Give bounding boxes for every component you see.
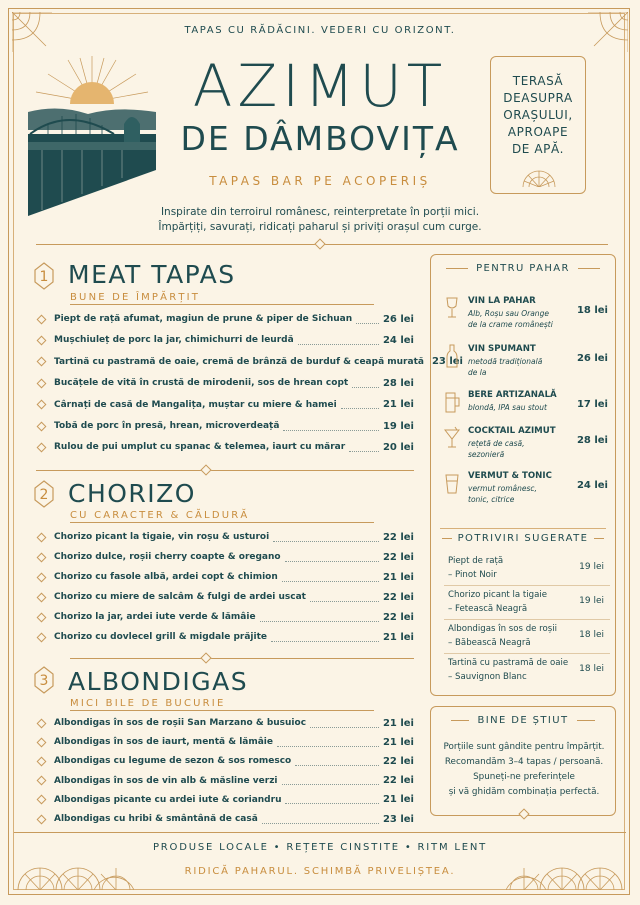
drinks-heading-text: PENTRU PAHAR xyxy=(476,263,570,274)
dot-leader xyxy=(260,613,379,622)
title-line-2: DE DÂMBOVIȚA xyxy=(180,119,460,158)
dot-leader xyxy=(285,795,378,804)
footer-slogan: RIDICĂ PAHARUL. SCHIMBĂ PRIVELIȘTEA. xyxy=(184,866,456,877)
section-rule xyxy=(70,304,374,305)
diamond-bullet-icon xyxy=(37,357,47,367)
diamond-bullet-icon xyxy=(37,776,47,786)
menu-item xyxy=(36,590,416,604)
cocktail-glass-icon xyxy=(444,426,460,450)
section-rule xyxy=(70,710,374,711)
restaurant-subtitle: TAPAS BAR PE ACOPERIȘ xyxy=(209,174,431,188)
menu-item-price: 22 lei xyxy=(382,531,414,543)
menu-item-name: Piept de rață afumat, magiun de prune & piper de Sichuan xyxy=(54,314,353,324)
restaurant-name xyxy=(160,52,480,158)
menu-item xyxy=(36,376,416,390)
menu-item xyxy=(36,812,416,826)
menu-item-name: Chorizo cu miere de salcâm & fulgi de ardei uscat xyxy=(54,592,306,602)
menu-item xyxy=(36,333,416,347)
menu-item xyxy=(36,419,416,433)
dot-leader xyxy=(352,379,379,388)
pairing-price: 18 lei xyxy=(579,664,604,674)
menu-item xyxy=(36,530,416,544)
dot-leader xyxy=(277,738,379,747)
wine-glass-icon xyxy=(444,296,460,320)
menu-item-price: 22 lei xyxy=(382,611,414,623)
section-number-badge xyxy=(34,262,54,290)
diamond-bullet-icon xyxy=(37,737,47,747)
section-divider xyxy=(36,470,414,471)
menu-item-name: Albondigas în sos de roșii San Marzano & busuioc xyxy=(54,718,307,728)
menu-item xyxy=(36,312,416,326)
menu-item-name: Albondigas cu hribi & smântână de casă xyxy=(54,814,258,824)
sun-fan-icon xyxy=(519,167,559,187)
menu-item-price: 21 lei xyxy=(382,794,414,806)
dot-leader xyxy=(341,400,379,409)
drink-name: VERMUT & TONIC xyxy=(468,471,552,481)
menu-item-name: Mușchiuleț de porc la jar, chimichurri de leurdă xyxy=(54,335,294,346)
dot-leader xyxy=(285,553,379,562)
intro-line: Inspirate din terroirul românesc, reinterpretate în porții mici. xyxy=(160,206,480,218)
menu-item-price: 21 lei xyxy=(382,717,414,729)
pairings-heading-text: POTRIVIRI SUGERATE xyxy=(457,533,589,544)
menu-item xyxy=(36,440,416,454)
badge-line: DE APĂ. xyxy=(511,142,565,156)
dot-leader xyxy=(295,757,379,766)
drink-description: rețetă de casă, sezonieră xyxy=(468,439,525,459)
tips-heading xyxy=(430,715,616,726)
section-number: 3 xyxy=(39,673,49,689)
pairing-separator xyxy=(444,619,610,620)
pairings-heading xyxy=(430,533,616,544)
dot-leader xyxy=(349,443,379,452)
menu-item-name: Albondigas cu legume de sezon & sos romesco xyxy=(54,756,292,767)
menu-item xyxy=(36,550,416,564)
dot-leader xyxy=(262,815,379,824)
drink-price: 26 lei xyxy=(576,353,608,364)
badge-line: DEASUPRA xyxy=(503,91,573,105)
diamond-bullet-icon xyxy=(37,795,47,805)
dot-leader xyxy=(298,336,379,345)
badge-text xyxy=(491,73,585,158)
tumbler-glass-icon xyxy=(444,471,460,495)
diamond-bullet-icon xyxy=(37,421,47,431)
menu-item xyxy=(36,355,463,369)
menu-item-name: Cârnați de casă de Mangalița, muștar cu miere & hamei xyxy=(54,399,337,410)
pairing-item: Tartină cu pastramă de oaie – Sauvignon Blanc 18 lei xyxy=(448,658,604,682)
menu-item-name: Chorizo cu dovlecel grill & migdale prăjite xyxy=(54,632,268,642)
dot-leader xyxy=(282,573,379,582)
badge-line: APROAPE xyxy=(507,125,569,139)
diamond-bullet-icon xyxy=(37,552,47,562)
drink-price: 24 lei xyxy=(576,480,608,491)
menu-item-name: Chorizo la jar, ardei iute verde & lămâie xyxy=(54,612,256,622)
diamond-bullet-icon xyxy=(37,612,47,622)
drink-price: 17 lei xyxy=(576,399,608,410)
tips-text: Porțiile sunt gândite pentru împărțit. Recomandăm 3–4 tapas / persoană. Spuneți-ne preferințele și vă ghidăm combinația perfectă. xyxy=(443,742,605,797)
pairing-separator xyxy=(444,585,610,586)
diamond-bullet-icon xyxy=(37,532,47,542)
dot-leader xyxy=(273,533,379,542)
dot-leader xyxy=(271,633,379,642)
pairing-divider xyxy=(440,528,606,529)
diamond-bullet-icon xyxy=(37,632,47,642)
diamond-bullet-icon xyxy=(37,378,47,388)
tips-heading-text: BINE DE ȘTIUT xyxy=(477,715,569,726)
intro-text xyxy=(140,205,500,235)
badge-line: TERASĂ xyxy=(512,74,564,88)
menu-item-name: Tartină cu pastramă de oaie, cremă de brânză de burduf & ceapă murată xyxy=(54,356,424,367)
menu-item-name: Albondigas în sos de vin alb & măsline verzi xyxy=(54,775,278,786)
section-subtitle: MICI BILE DE BUCURIE xyxy=(70,698,226,709)
section-rule xyxy=(70,522,374,523)
menu-item-name: Chorizo cu fasole albă, ardei copt & chimion xyxy=(54,572,278,582)
drink-description: Alb, Roșu sau Orange de la crame românești xyxy=(468,309,553,329)
section-number: 2 xyxy=(39,487,49,503)
drink-name: COCKTAIL AZIMUT xyxy=(468,426,556,436)
menu-item-price: 22 lei xyxy=(382,755,414,767)
menu-item xyxy=(36,735,416,749)
menu-item-price: 22 lei xyxy=(382,551,414,563)
menu-item xyxy=(36,774,416,788)
section-subtitle: CU CARACTER & CĂLDURĂ xyxy=(70,510,250,521)
menu-item xyxy=(36,398,416,412)
beer-mug-icon xyxy=(444,390,460,414)
menu-item-name: Tobă de porc în presă, hrean, microverdeață xyxy=(54,421,280,431)
menu-item-name: Albondigas picante cu ardei iute & coriandru xyxy=(54,794,282,805)
menu-item-price: 22 lei xyxy=(382,775,414,787)
drink-description: vermut românesc, tonic, citrice xyxy=(468,484,537,504)
pairing-separator xyxy=(444,653,610,654)
badge-line: ORAȘULUI, xyxy=(503,108,573,122)
section-title-chorizo: CHORIZO xyxy=(68,479,196,508)
diamond-bullet-icon xyxy=(37,314,47,324)
footer-divider xyxy=(14,832,626,833)
footer-values: PRODUSE LOCALE • REȚETE CINSTITE • RITM LENT xyxy=(152,842,488,853)
intro-line: Împărțiți, savurați, ridicați paharul și priviți orașul cum curge. xyxy=(158,221,482,233)
drink-description: metodă tradițională de la xyxy=(468,357,543,377)
dot-leader xyxy=(282,776,379,785)
menu-item-price: 21 lei xyxy=(382,736,414,748)
pairing-price: 18 lei xyxy=(579,630,604,640)
section-number-badge xyxy=(34,666,54,694)
menu-item-price: 24 lei xyxy=(382,334,414,346)
menu-item-name: Bucățele de vită în crustă de mirodenii, sos de hrean copt xyxy=(54,378,349,389)
section-title-albondigas: ALBONDIGAS xyxy=(68,667,249,696)
menu-item-price: 28 lei xyxy=(382,377,414,389)
drink-price: 28 lei xyxy=(576,435,608,446)
menu-item-price: 21 lei xyxy=(382,571,414,583)
diamond-bullet-icon xyxy=(37,335,47,345)
menu-item-price: 19 lei xyxy=(382,420,414,432)
menu-item xyxy=(36,610,416,624)
menu-item-name: Chorizo picant la tigaie, vin roșu & usturoi xyxy=(54,532,270,542)
menu-item-price: 23 lei xyxy=(382,813,414,825)
dot-leader xyxy=(310,593,379,602)
diamond-bullet-icon xyxy=(37,756,47,766)
dot-leader xyxy=(310,719,379,728)
section-subtitle: BUNE DE ÎMPĂRȚIT xyxy=(70,292,201,303)
menu-item xyxy=(36,570,416,584)
menu-item-name: Rulou de pui umplut cu spanac & telemea, iaurt cu mărar xyxy=(54,442,346,453)
section-number-badge xyxy=(34,480,54,508)
menu-item-price: 23 lei xyxy=(431,356,463,368)
drink-name: VIN SPUMANT xyxy=(468,344,536,354)
pairing-item: Chorizo picant la tigaie – Fetească Neagră 19 lei xyxy=(448,590,604,614)
menu-item xyxy=(36,630,416,644)
tagline: TAPAS CU RĂDĂCINI. VEDERI CU ORIZONT. xyxy=(184,25,456,36)
dot-leader xyxy=(283,422,379,431)
drinks-heading xyxy=(430,263,616,274)
pairing-price: 19 lei xyxy=(579,562,604,572)
menu-item-price: 21 lei xyxy=(382,399,414,411)
diamond-bullet-icon xyxy=(37,718,47,728)
menu-item-price: 20 lei xyxy=(382,441,414,453)
drink-name: BERE ARTIZANALĂ xyxy=(468,390,557,400)
diamond-bullet-icon xyxy=(37,442,47,452)
sparkling-bottle-icon xyxy=(444,344,460,368)
drink-description: blondă, IPA sau stout xyxy=(468,403,547,412)
section-divider xyxy=(70,658,414,659)
section-title-meat-tapas: MEAT TAPAS xyxy=(68,260,236,289)
pairing-item: Piept de rață – Pinot Noir 19 lei xyxy=(448,556,604,580)
terrace-badge xyxy=(490,56,586,194)
menu-item-name: Chorizo dulce, roșii cherry coapte & oregano xyxy=(54,552,281,562)
menu-item-price: 22 lei xyxy=(382,591,414,603)
title-line-1: AZIMUT xyxy=(192,52,448,120)
menu-item xyxy=(36,754,416,768)
diamond-bullet-icon xyxy=(37,814,47,824)
menu-item-name: Albondigas în sos de iaurt, mentă & lămâie xyxy=(54,737,273,748)
menu-item-price: 21 lei xyxy=(382,631,414,643)
menu-item-price: 26 lei xyxy=(382,313,414,325)
drink-name: VIN LA PAHAR xyxy=(468,296,536,306)
diamond-bullet-icon xyxy=(37,592,47,602)
diamond-bullet-icon xyxy=(37,400,47,410)
pairing-price: 19 lei xyxy=(579,596,604,606)
diamond-bullet-icon xyxy=(37,572,47,582)
menu-item xyxy=(36,793,416,807)
section-number: 1 xyxy=(39,269,49,285)
pairing-item: Albondigas în sos de roșii – Băbească Neagră 18 lei xyxy=(448,624,604,648)
city-sunset-illustration xyxy=(28,50,156,216)
dot-leader xyxy=(356,315,379,324)
menu-item xyxy=(36,716,416,730)
drink-price: 18 lei xyxy=(576,305,608,316)
